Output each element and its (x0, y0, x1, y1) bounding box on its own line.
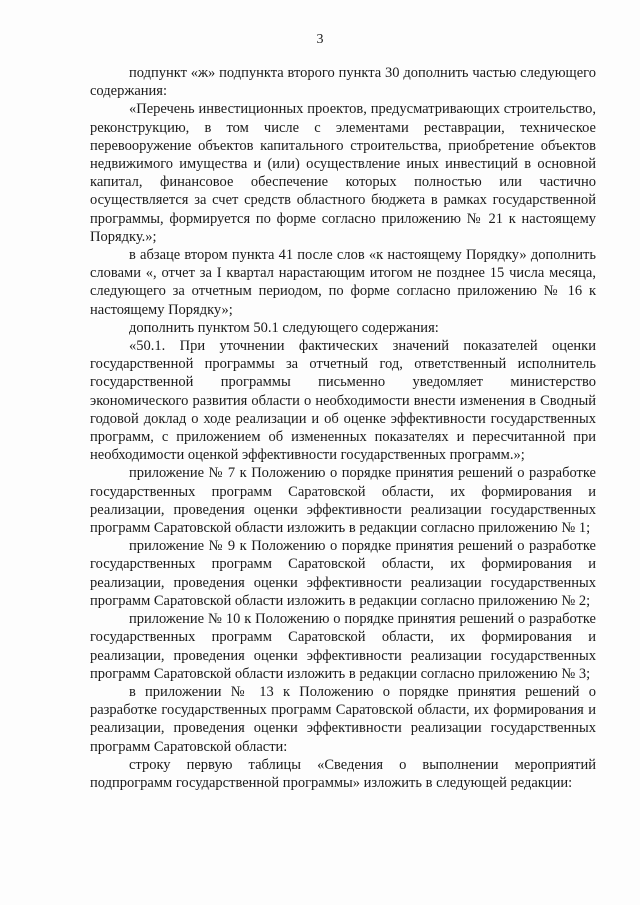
paragraph-clause-41: в абзаце втором пункта 41 после слов «к настоящему Порядку» дополнить словами «, отчет за I квартал нарастающим итогом не позднее 15 числа месяца, следующего за отчетным периодом, по форме согласно приложению № 16 к настоящему Порядку»; (90, 247, 596, 318)
paragraph-subclause-zh: подпункт «ж» подпункта второго пункта 30 дополнить частью следующего содержания: (90, 65, 596, 100)
paragraph-add-clause-50-1: дополнить пунктом 50.1 следующего содержания: (129, 319, 439, 336)
paragraph-appendix-9: приложение № 9 к Положению о порядке принятия решений о разработке государственных программ Саратовской области, их формирования и реализации, проведения оценки эффективности реализации государственных программ Саратовской области изложить в редакции согласно приложению № 2; (90, 538, 596, 609)
paragraph-investment-projects-list: «Перечень инвестиционных проектов, предусматривающих строительство, реконструкцию, в том числе с элементами реставрации, техническое перевооружение объектов капитального строительства, приобретение объектов недвижимого имущества и (или) осуществление иных инвестиций в основной капитал, финансовое обеспечение которых полностью или частично осуществляется за счет средств областного бюджета в рамках государственной программы, формируется по форме согласно приложению № 21 к настоящему Порядку.»; (90, 101, 596, 245)
paragraph-appendix-7: приложение № 7 к Положению о порядке принятия решений о разработке государственных программ Саратовской области, их формирования и реализации, проведения оценки эффективности реализации государственных программ Саратовской области изложить в редакции согласно приложению № 1; (90, 465, 596, 537)
paragraph-clause-50-1-text: «50.1. При уточнении фактических значений показателей оценки государственной программы за отчетный год, ответственный исполнитель государственной программы письменно уведомляет министерство экономического развития области о необходимости внести изменения в Сводный годовой доклад о ходе реализации и об оценке эффективности государственных программ, с приложением об измененных показателях и пересчитанной при необходимости оценкой эффективности государственных программ.»; (90, 338, 596, 464)
page-number: 3 (316, 32, 324, 47)
paragraph-appendix-10: приложение № 10 к Положению о порядке принятия решений о разработке государственных программ Саратовской области, их формирования и реализации, проведения оценки эффективности реализации государственных программ Саратовской области изложить в редакции согласно приложению № 3; (90, 611, 596, 682)
paragraph-table-first-row: строку первую таблицы «Сведения о выполнении мероприятий подпрограмм государственной программы» изложить в следующей редакции: (90, 756, 596, 791)
document-body (90, 64, 596, 792)
paragraph-appendix-13: в приложении № 13 к Положению о порядке принятия решений о разработке государственных программ Саратовской области, их формирования и реализации, проведения оценки эффективности реализации государственных программ Саратовской области: (90, 683, 596, 755)
